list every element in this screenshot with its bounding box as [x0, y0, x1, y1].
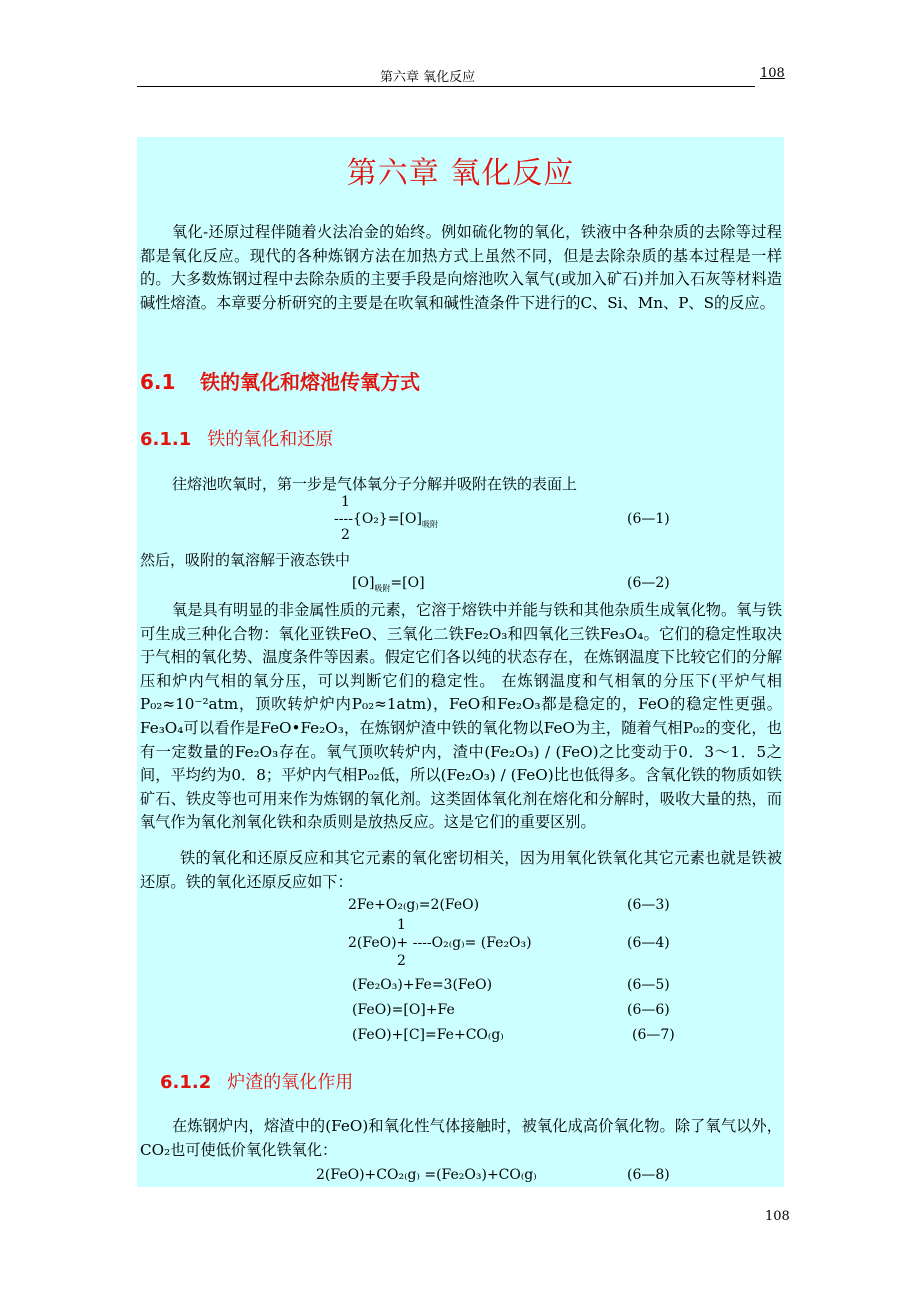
eq4-denominator: 2	[397, 953, 406, 969]
eq3-label: (6—3)	[627, 897, 670, 913]
section-title: 铁的氧化和熔池传氧方式	[200, 370, 420, 394]
section-6-1-2-heading	[160, 1068, 353, 1094]
eq1-denominator: 2	[341, 527, 350, 543]
eq4-label: (6—4)	[627, 935, 670, 951]
oxygen-properties-paragraph: 氧是具有明显的非金属性质的元素，它溶于熔铁中并能与铁和其他杂质生成氧化物。氧与铁可生成三种化合物：氧化亚铁FeO、三氧化二铁Fe₂O₃和四氧化三铁Fe₃O₄。它们的稳定性取决于气相的氧化势、温度条件等因素。假定它们各以纯的状态存在，在炼钢温度下比较它们的分解压和炉内气相的氧分压，可以判断它们的稳定性。 在炼钢温度和气相氧的分压下(平炉气相P₀₂≈10⁻²atm，顶吹转炉炉内P₀₂≈1atm)，FeO和Fe₂O₃都是稳定的，FeO的稳定性更强。Fe₃O₄可以看作是FeO•Fe₂O₃，在炼钢炉渣中铁的氧化物以FeO为主，随着气相P₀₂的变化，也有一定数量的Fe₂O₃存在。氧气顶吹转炉内，渣中(Fe₂O₃) / (FeO)之比变动于0．3～1．5之间，平均约为0．8；平炉内气相P₀₂低，所以(Fe₂O₃) / (FeO)比也低得多。含氧化铁的物质如铁矿石、铁皮等也可用来作为炼钢的氧化剂。这类固体氧化剂在熔化和分解时，吸收大量的热，而氧气作为氧化剂氧化铁和杂质则是放热反应。这是它们的重要区别。	[140, 601, 782, 832]
subsection-number: 6.1.1	[140, 429, 192, 450]
eq8-body: 2(FeO)+CO₂₍g₎ =(Fe₂O₃)+CO₍g₎	[316, 1167, 537, 1183]
chapter-title: 第六章 氧化反应	[346, 156, 575, 191]
eq6-body: (FeO)=[O]+Fe	[352, 1002, 455, 1018]
section-number: 6.1	[140, 370, 176, 394]
then-sentence: 然后，吸附的氧溶解于液态铁中	[140, 551, 351, 569]
eq7-label: (6—7)	[632, 1027, 675, 1043]
eq1-subscript: 吸附	[421, 519, 438, 529]
eq7-body: (FeO)+[C]=Fe+CO₍g₎	[352, 1027, 504, 1043]
eq4-numerator: 1	[397, 917, 406, 933]
eq2-rhs: =[O]	[390, 575, 425, 591]
eq2-subscript: 吸附	[374, 583, 391, 593]
eq6-label: (6—6)	[627, 1002, 670, 1018]
eq1-expression: ----{O₂}=[O]	[334, 511, 422, 527]
eq2-lhs: [O]	[352, 575, 375, 591]
intro-paragraph: 氧化-还原过程伴随着火法冶金的始终。例如硫化物的氧化，铁液中各种杂质的去除等过程都是氧化反应。现代的各种炼钢方法在加热方式上虽然不同，但是去除杂质的基本过程是一样的。大多数炼钢过程中去除杂质的主要手段是向熔池吹入氧气(或加入矿石)并加入石灰等材料造碱性熔渣。本章要分析研究的主要是在吹氧和碱性渣条件下进行的C、Si、Mn、P、S的反应。	[140, 223, 782, 312]
eq3-body: 2Fe+O₂₍g₎=2(FeO)	[348, 897, 480, 913]
eq2-label: (6—2)	[627, 575, 670, 591]
section-6-1-heading	[140, 366, 420, 395]
footer-page-number: 108	[765, 1209, 790, 1224]
eq1-label: (6—1)	[627, 511, 670, 527]
oxygen-blowing-sentence: 往熔池吹氧时，第一步是气体氧分子分解并吸附在铁的表面上	[172, 475, 578, 493]
section-6-1-1-heading	[140, 425, 333, 451]
subsection-number: 6.1.2	[160, 1072, 212, 1093]
oxidation-reduction-paragraph: 铁的氧化和还原反应和其它元素的氧化密切相关，因为用氧化铁氧化其它元素也就是铁被还原。铁的氧化还原反应如下：	[140, 849, 782, 891]
eq5-label: (6—5)	[627, 977, 670, 993]
subsection-title: 炉渣的氧化作用	[227, 1072, 354, 1093]
running-header-chapter: 第六章 氧化反应	[380, 70, 476, 85]
slag-oxidation-paragraph: 在炼钢炉内，熔渣中的(FeO)和氧化性气体接触时，被氧化成高价氧化物。除了氧气以外，CO₂也可使低价氧化铁氧化：	[140, 1117, 782, 1159]
subsection-title: 铁的氧化和还原	[207, 429, 334, 450]
eq1-numerator: 1	[341, 494, 350, 510]
eq4-body: 2(FeO)+ ----O₂₍g₎= (Fe₂O₃)	[348, 935, 532, 951]
eq8-label: (6—8)	[627, 1167, 670, 1183]
header-rule	[137, 86, 755, 87]
eq5-body: (Fe₂O₃)+Fe=3(FeO)	[352, 977, 493, 993]
running-header-page: 108	[760, 66, 785, 81]
eq2-body	[352, 575, 425, 594]
